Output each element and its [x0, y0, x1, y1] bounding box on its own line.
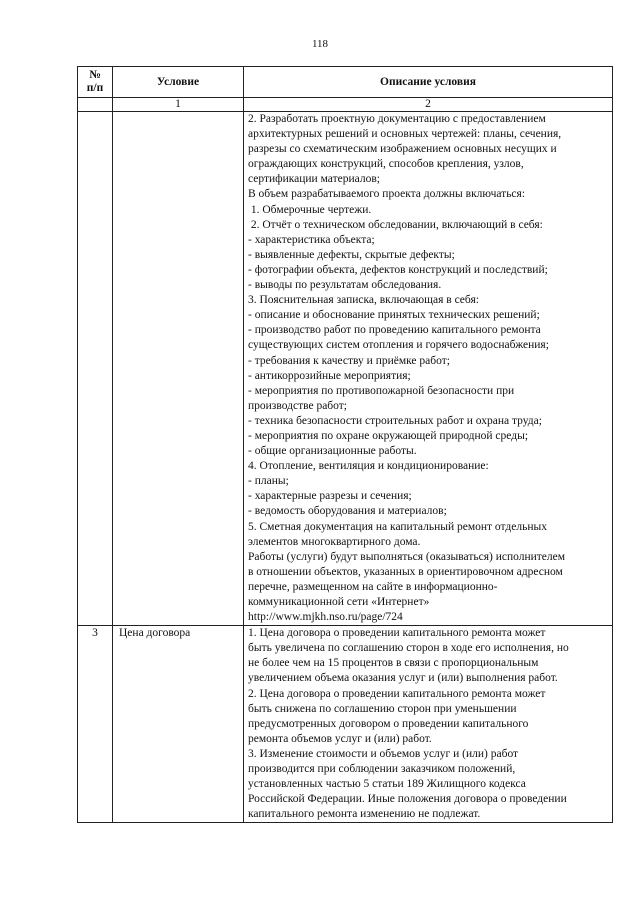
- description-line: в отношении объектов, указанных в ориентировочном адресном: [248, 565, 563, 578]
- description-line: - выявленные дефекты, скрытые дефекты;: [248, 248, 455, 261]
- description-line: В объем разрабатываемого проекта должны включаться:: [248, 188, 526, 201]
- row-condition: Цена договора: [113, 626, 244, 823]
- description-line: - общие организационные работы.: [248, 445, 417, 458]
- description-line: - фотографии объекта, дефектов конструкций и последствий;: [248, 263, 548, 276]
- description-line: предусмотренных договором о проведении капитального: [248, 717, 529, 730]
- description-line: ремонта объемов услуг и (или) работ.: [248, 732, 432, 745]
- description-line: сертификации материалов;: [248, 173, 380, 186]
- description-line: - техника безопасности строительных работ и охрана труда;: [248, 414, 542, 427]
- header-number-line-1: №: [89, 69, 101, 81]
- description-line: разрезы со схематическим изображением основных несущих и: [248, 143, 557, 156]
- table-row: [78, 626, 613, 823]
- description-line: быть снижена по соглашению сторон при уменьшении: [248, 702, 517, 715]
- column-number-2: 2: [244, 98, 613, 112]
- description-line: увеличением объема оказания услуг и (или) выполнения работ.: [248, 672, 558, 685]
- description-line: установленных частью 5 статьи 189 Жилищного кодекса: [248, 778, 526, 791]
- row-condition: [113, 112, 244, 626]
- header-number: [78, 67, 113, 98]
- description-line: производстве работ;: [248, 399, 347, 412]
- description-line: 3. Пояснительная записка, включающая в себя:: [248, 294, 479, 307]
- description-line: не более чем на 15 процентов в связи с пропорциональным: [248, 657, 539, 670]
- description-line: - мероприятия по противопожарной безопасности при: [248, 384, 515, 397]
- table-header-row: [78, 67, 613, 98]
- description-line: 2. Разработать проектную документацию с предоставлением: [248, 113, 546, 125]
- column-number-1: 1: [113, 98, 244, 112]
- table-row: [78, 112, 613, 626]
- row-description: [244, 626, 613, 823]
- description-line: - характерные разрезы и сечения;: [248, 490, 412, 503]
- description-line: - ведомость оборудования и материалов;: [248, 505, 447, 518]
- header-number-line-2: п/п: [86, 82, 104, 94]
- column-number-row: [78, 98, 613, 112]
- description-line: перечне, размещенном на сайте в информационно-: [248, 580, 498, 593]
- description-line: 2. Цена договора о проведении капитального ремонта может: [248, 687, 546, 700]
- description-line: быть увеличена по соглашению сторон в ходе его исполнения, но: [248, 642, 569, 655]
- description-line: 2. Отчёт о техническом обследовании, включающий в себя:: [248, 218, 543, 231]
- description-line: - производство работ по проведению капитального ремонта: [248, 324, 541, 337]
- description-line: Российской Федерации. Иные положения договора о проведении: [248, 793, 567, 806]
- description-line: 4. Отопление, вентиляция и кондиционирование:: [248, 460, 489, 473]
- description-line: капитального ремонта изменению не подлежат.: [248, 808, 481, 821]
- row-number: [78, 112, 113, 626]
- row-number: 3: [78, 626, 113, 823]
- description-line: - антикоррозийные мероприятия;: [248, 369, 411, 382]
- column-number-0: [78, 98, 113, 112]
- description-line: коммуникационной сети «Интернет»: [248, 596, 430, 608]
- description-line: Работы (услуги) будут выполняться (оказываться) исполнителем: [248, 550, 566, 563]
- description-line: - описание и обоснование принятых технических решений;: [248, 309, 540, 322]
- description-line: 5. Сметная документация на капитальный ремонт отдельных: [248, 520, 547, 533]
- description-line: - выводы по результатам обследования.: [248, 279, 442, 292]
- description-line: 1. Обмерочные чертежи.: [248, 203, 372, 216]
- description-line: 1. Цена договора о проведении капитального ремонта может: [248, 627, 546, 640]
- description-line: http://www.mjkh.nso.ru/page/724: [248, 611, 403, 624]
- conditions-table: [77, 66, 613, 823]
- row-description: [244, 112, 613, 626]
- description-line: - характеристика объекта;: [248, 233, 375, 246]
- description-line: существующих систем отопления и горячего водоснабжения;: [248, 339, 549, 352]
- description-line: ограждающих конструкций, способов крепления, узлов,: [248, 158, 524, 171]
- header-description: Описание условия: [244, 67, 613, 98]
- description-line: - требования к качеству и приёмке работ;: [248, 354, 450, 367]
- page-number: 118: [311, 38, 329, 50]
- description-line: - планы;: [248, 475, 289, 488]
- description-line: 3. Изменение стоимости и объемов услуг и (или) работ: [248, 747, 519, 760]
- header-condition: Условие: [113, 67, 244, 98]
- description-line: производится при соблюдении заказчиком положений,: [248, 763, 516, 776]
- description-line: - мероприятия по охране окружающей природной среды;: [248, 429, 529, 442]
- description-line: элементов многоквартирного дома.: [248, 535, 421, 548]
- description-line: архитектурных решений и основных чертежей: планы, сечения,: [248, 128, 562, 141]
